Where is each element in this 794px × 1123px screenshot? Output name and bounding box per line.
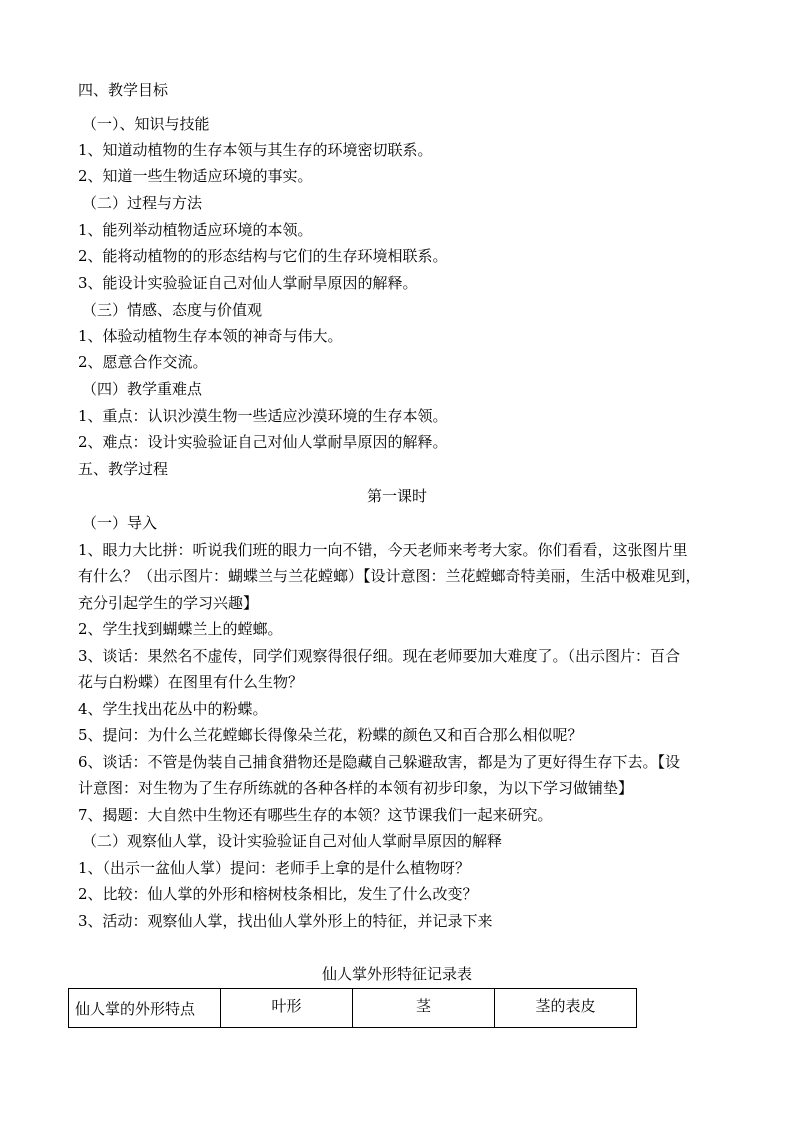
paragraph-line: 3、谈话：果然名不虚传，同学们观察得很仔细。现在老师要加大难度了。（出示图片：百合 (78, 647, 681, 665)
section-heading: 四、教学目标 (78, 81, 169, 99)
table-cell-text: 仙人掌的外形特点 (75, 999, 196, 1018)
paragraph-line: 1、体验动植物生存本领的神奇与伟大。 (78, 327, 343, 345)
paragraph-line: 7、揭题：大自然中生物还有哪些生存的本领？这节课我们一起来研究。 (78, 806, 553, 824)
paragraph-line: 1、知道动植物的生存本领与其生存的环境密切联系。 (78, 141, 433, 159)
lesson-title: 第一课时 (366, 487, 427, 505)
paragraph-line: 4、学生找出花丛中的粉蝶。 (78, 700, 268, 718)
paragraph-line: 2、愿意合作交流。 (78, 353, 208, 371)
paragraph-line: 2、知道一些生物适应环境的事实。 (78, 167, 313, 185)
table-cell-text: 茎的表皮 (535, 997, 596, 1015)
record-table (68, 988, 637, 1028)
paragraph-line: 2、学生找到蝴蝶兰上的螳螂。 (78, 620, 283, 638)
paragraph-line: 3、能设计实验验证自己对仙人掌耐旱原因的解释。 (78, 274, 418, 292)
paragraph-line: 2、能将动植物的的形态结构与它们的生存环境相联系。 (78, 247, 448, 265)
table-cell (69, 989, 221, 1028)
subsection-heading: （一）导入 (82, 514, 158, 532)
subsection-heading: （一）、知识与技能 (82, 115, 210, 133)
table-cell (221, 989, 353, 1028)
subsection-heading: （四）教学重难点 (82, 380, 203, 398)
table-cell-text: 叶形 (271, 997, 302, 1015)
paragraph-line: 2、比较：仙人掌的外形和榕树枝条相比，发生了什么改变？ (78, 885, 478, 903)
table-row (69, 989, 637, 1028)
table-cell-text: 茎 (415, 997, 431, 1015)
subsection-heading: （二）观察仙人掌，设计实验验证自己对仙人掌耐旱原因的解释 (82, 832, 503, 850)
paragraph-line: 3、活动：观察仙人掌，找出仙人掌外形上的特征，并记录下来 (78, 912, 493, 930)
subsection-heading: （三）情感、态度与价值观 (82, 301, 263, 319)
paragraph-line: 2、难点：设计实验验证自己对仙人掌耐旱原因的解释。 (78, 433, 448, 451)
paragraph-line: 充分引起学生的学习兴趣】 (78, 594, 259, 612)
paragraph-line: 6、谈话：不管是伪装自己捕食猎物还是隐藏自己躲避敌害，都是为了更好得生存下去。【设 (78, 753, 681, 771)
table-cell (495, 989, 637, 1028)
paragraph-line: 5、提问：为什么兰花螳螂长得像朵兰花，粉蝶的颜色又和百合那么相似呢？ (78, 726, 583, 744)
table-caption: 仙人掌外形特征记录表 (321, 965, 472, 983)
paragraph-line: 计意图：对生物为了生存所练就的各种各样的本领有初步印象，为以下学习做铺垫】 (78, 779, 634, 797)
paragraph-line: 1、能列举动植物适应环境的本领。 (78, 221, 313, 239)
section-heading: 五、教学过程 (78, 460, 169, 478)
subsection-heading: （二）过程与方法 (82, 194, 203, 212)
paragraph-line: 1、（出示一盆仙人掌）提问：老师手上拿的是什么植物呀？ (78, 859, 471, 877)
table-cell (353, 989, 495, 1028)
paragraph-line: 花与白粉蝶）在图里有什么生物？ (78, 673, 304, 691)
paragraph-line: 1、重点：认识沙漠生物一些适应沙漠环境的生存本领。 (78, 407, 448, 425)
paragraph-line: 1、眼力大比拼：听说我们班的眼力一向不错，今天老师来考考大家。你们看看，这张图片里 (78, 541, 688, 559)
paragraph-line: 有什么？（出示图片：蝴蝶兰与兰花螳螂）【设计意图：兰花螳螂奇特美丽，生活中极难见到， (78, 567, 701, 585)
